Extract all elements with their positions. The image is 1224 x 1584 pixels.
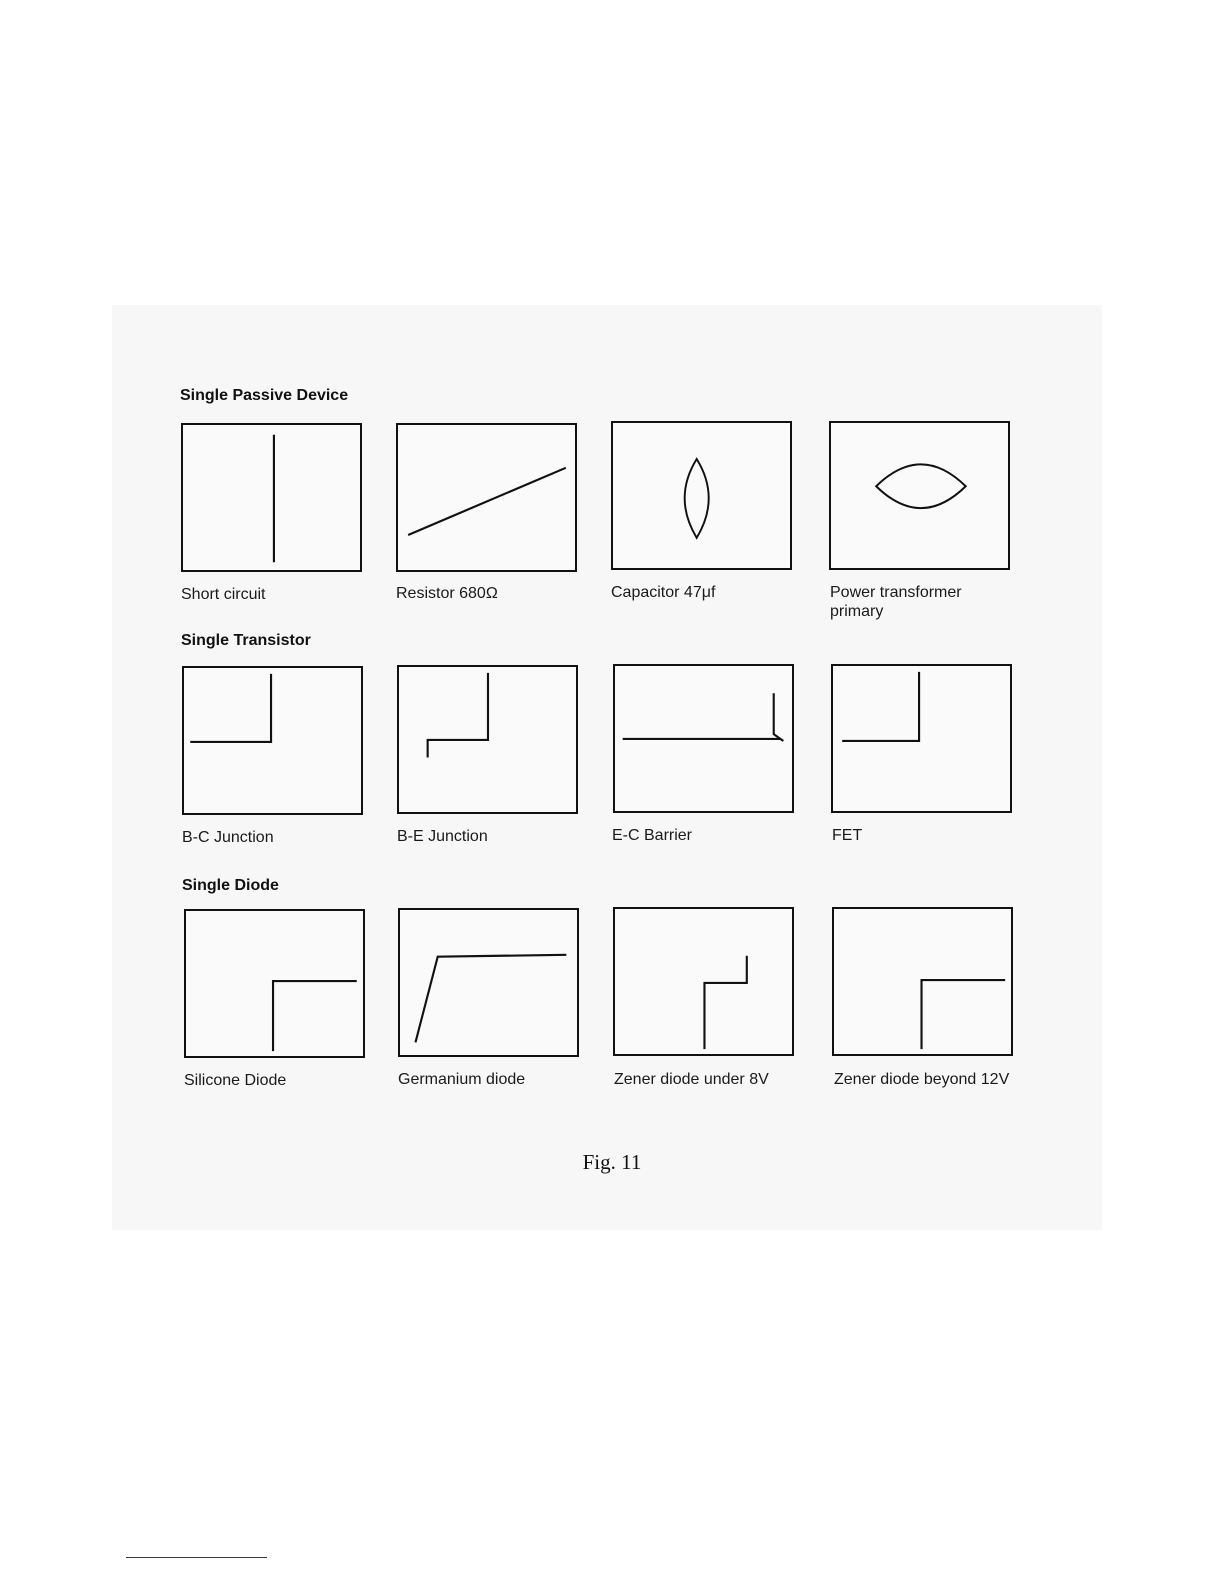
section-title-diode: Single Diode xyxy=(182,877,279,894)
label-zener-under-8v: Zener diode under 8V xyxy=(614,1071,769,1088)
label-silicone-diode: Silicone Diode xyxy=(184,1072,287,1089)
short-circuit-trace xyxy=(183,425,360,570)
ec-barrier-trace xyxy=(615,666,792,811)
zener-beyond-12v-trace xyxy=(834,909,1011,1054)
label-fet: FET xyxy=(832,827,863,844)
germanium-diode-trace xyxy=(400,910,577,1055)
be-junction-trace xyxy=(399,667,576,812)
ec-barrier-panel xyxy=(613,664,794,813)
section-title-passive: Single Passive Device xyxy=(180,387,349,404)
section-title-transistor: Single Transistor xyxy=(181,632,311,649)
label-be-junction: B-E Junction xyxy=(397,828,488,845)
label-bc-junction: B-C Junction xyxy=(182,829,274,846)
bc-junction-trace xyxy=(184,668,361,813)
resistor-trace xyxy=(398,425,575,570)
label-transformer: Power transformer primary xyxy=(830,584,962,620)
label-capacitor: Capacitor 47μf xyxy=(611,584,716,601)
label-ec-barrier: E-C Barrier xyxy=(612,827,693,844)
silicone-diode-trace xyxy=(186,911,363,1056)
germanium-diode-panel xyxy=(398,908,579,1057)
label-germanium-diode: Germanium diode xyxy=(398,1071,526,1088)
label-zener-beyond-12v: Zener diode beyond 12V xyxy=(834,1071,1010,1088)
capacitor-trace xyxy=(613,423,790,568)
silicone-diode-panel xyxy=(184,909,365,1058)
figure-caption: Fig. 11 xyxy=(582,1150,642,1174)
label-short-circuit: Short circuit xyxy=(181,586,266,603)
fet-trace xyxy=(833,666,1010,811)
short-circuit-panel xyxy=(181,423,362,572)
be-junction-panel xyxy=(397,665,578,814)
resistor-panel xyxy=(396,423,577,572)
capacitor-panel xyxy=(611,421,792,570)
label-resistor: Resistor 680Ω xyxy=(396,585,498,602)
zener-under-8v-panel xyxy=(613,907,794,1056)
footnote-divider xyxy=(126,1557,267,1558)
fet-panel xyxy=(831,664,1012,813)
transformer-trace xyxy=(831,423,1008,568)
transformer-panel xyxy=(829,421,1010,570)
zener-under-8v-trace xyxy=(615,909,792,1054)
zener-beyond-12v-panel xyxy=(832,907,1013,1056)
bc-junction-panel xyxy=(182,666,363,815)
